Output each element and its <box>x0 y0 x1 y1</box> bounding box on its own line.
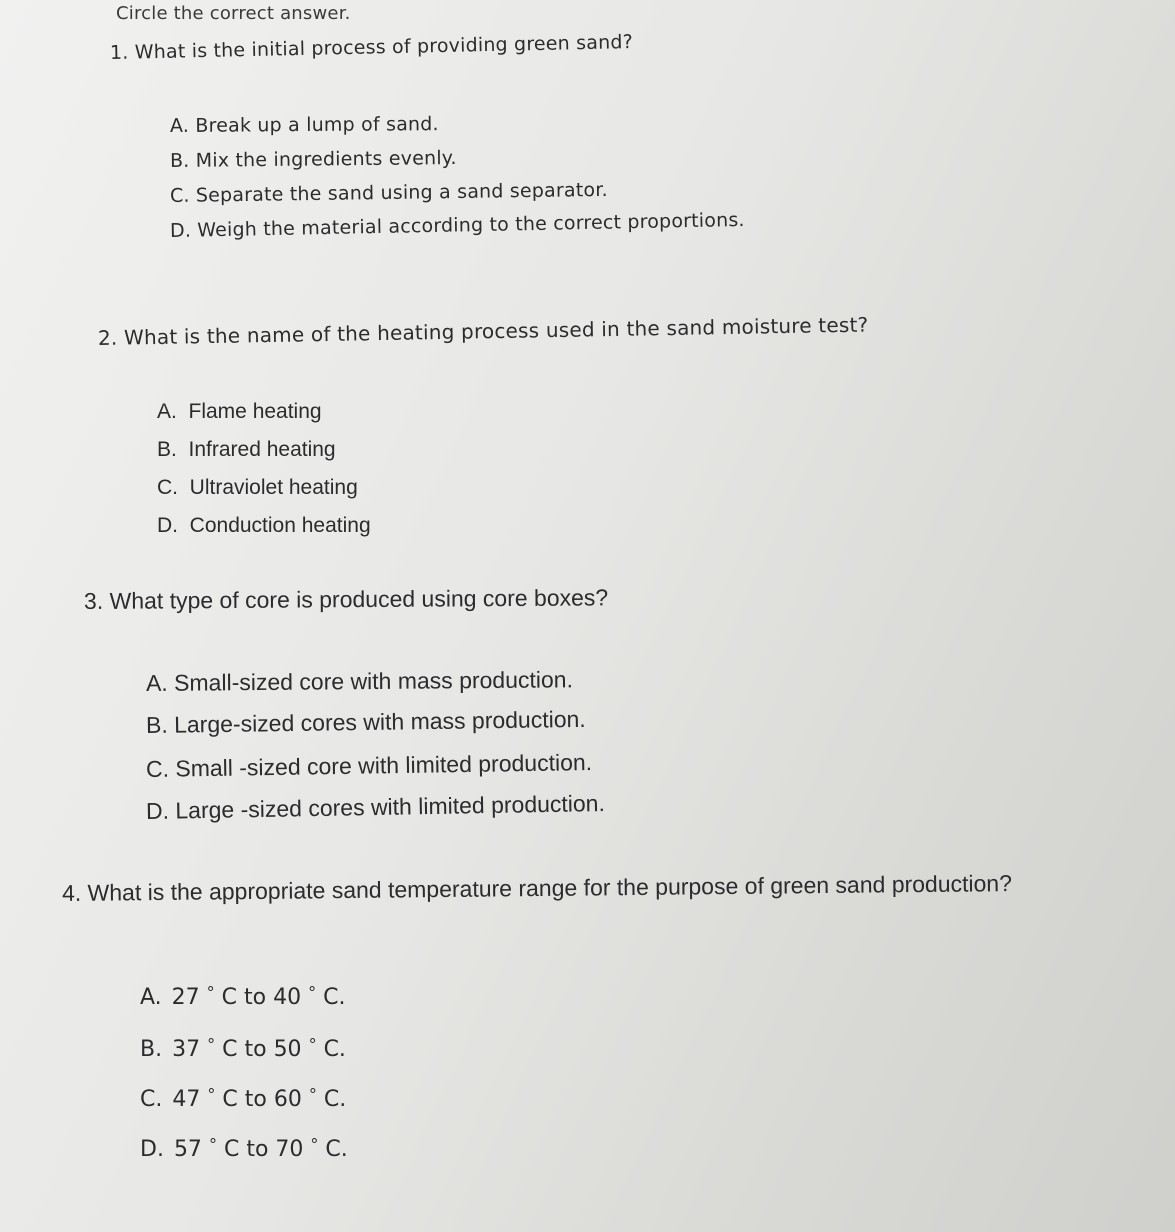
temp-high: 50 <box>273 1037 302 1062</box>
degree-symbol: ° <box>206 983 215 1002</box>
degree-symbol: ° <box>308 983 317 1002</box>
q2-option-b[interactable]: B. Infrared heating <box>157 438 336 461</box>
temp-high: 40 <box>273 985 302 1010</box>
unit: C <box>222 1087 238 1112</box>
q2-option-c[interactable]: C. Ultraviolet heating <box>157 476 358 499</box>
connector: to <box>244 1087 267 1112</box>
q3-option-a[interactable]: A. Small-sized core with mass production. <box>145 666 574 696</box>
instruction: Circle the correct answer. <box>116 3 351 24</box>
q2-option-d[interactable]: D. Conduction heating <box>157 514 371 537</box>
q4-option-d[interactable] <box>140 1137 348 1162</box>
unit: C <box>222 1037 238 1062</box>
question-4: 4. What is the appropriate sand temperature range for the purpose of green sand production? <box>61 870 1013 906</box>
connector: to <box>246 1137 269 1162</box>
q3-option-b[interactable]: B. Large-sized cores with mass production. <box>145 705 586 738</box>
option-letter: C. <box>140 1087 163 1112</box>
degree-symbol: ° <box>308 1035 317 1054</box>
q4-option-c[interactable] <box>140 1087 346 1112</box>
temp-high: 70 <box>275 1137 304 1162</box>
unit: C. <box>323 985 346 1010</box>
temp-low: 37 <box>172 1037 201 1062</box>
degree-symbol: ° <box>207 1035 216 1054</box>
unit: C. <box>325 1137 348 1162</box>
unit: C. <box>323 1087 347 1112</box>
temp-low: 47 <box>172 1087 201 1112</box>
unit: C. <box>323 1037 346 1062</box>
q2-option-a[interactable]: A. Flame heating <box>157 400 322 423</box>
q4-option-a[interactable] <box>140 985 345 1010</box>
question-1: 1. What is the initial process of providing green sand? <box>109 31 634 64</box>
q1-option-d[interactable]: D. Weigh the material according to the correct proportions. <box>169 208 745 242</box>
question-2: 2. What is the name of the heating process used in the sand moisture test? <box>97 312 869 350</box>
connector: to <box>244 985 267 1010</box>
question-3: 3. What type of core is produced using core boxes? <box>83 584 609 614</box>
unit: C <box>223 1137 240 1162</box>
unit: C <box>221 985 238 1010</box>
connector: to <box>244 1037 267 1062</box>
temp-high: 60 <box>273 1087 302 1112</box>
temp-low: 27 <box>171 985 200 1010</box>
degree-symbol: ° <box>207 1085 216 1104</box>
option-letter: B. <box>140 1037 163 1062</box>
q1-option-b[interactable]: B. Mix the ingredients evenly. <box>169 146 457 172</box>
q1-option-c[interactable]: C. Separate the sand using a sand separator. <box>169 178 608 207</box>
q3-option-d[interactable]: D. Large -sized cores with limited production. <box>145 789 606 824</box>
q1-option-a[interactable]: A. Break up a lump of sand. <box>169 113 439 137</box>
temp-low: 57 <box>173 1137 202 1162</box>
degree-symbol: ° <box>308 1085 317 1104</box>
degree-symbol: ° <box>310 1135 319 1154</box>
q4-option-b[interactable] <box>140 1037 346 1062</box>
q3-option-c[interactable]: C. Small -sized core with limited production. <box>145 748 593 782</box>
degree-symbol: ° <box>208 1135 217 1154</box>
option-letter: D. <box>140 1137 164 1162</box>
option-letter: A. <box>140 985 162 1010</box>
